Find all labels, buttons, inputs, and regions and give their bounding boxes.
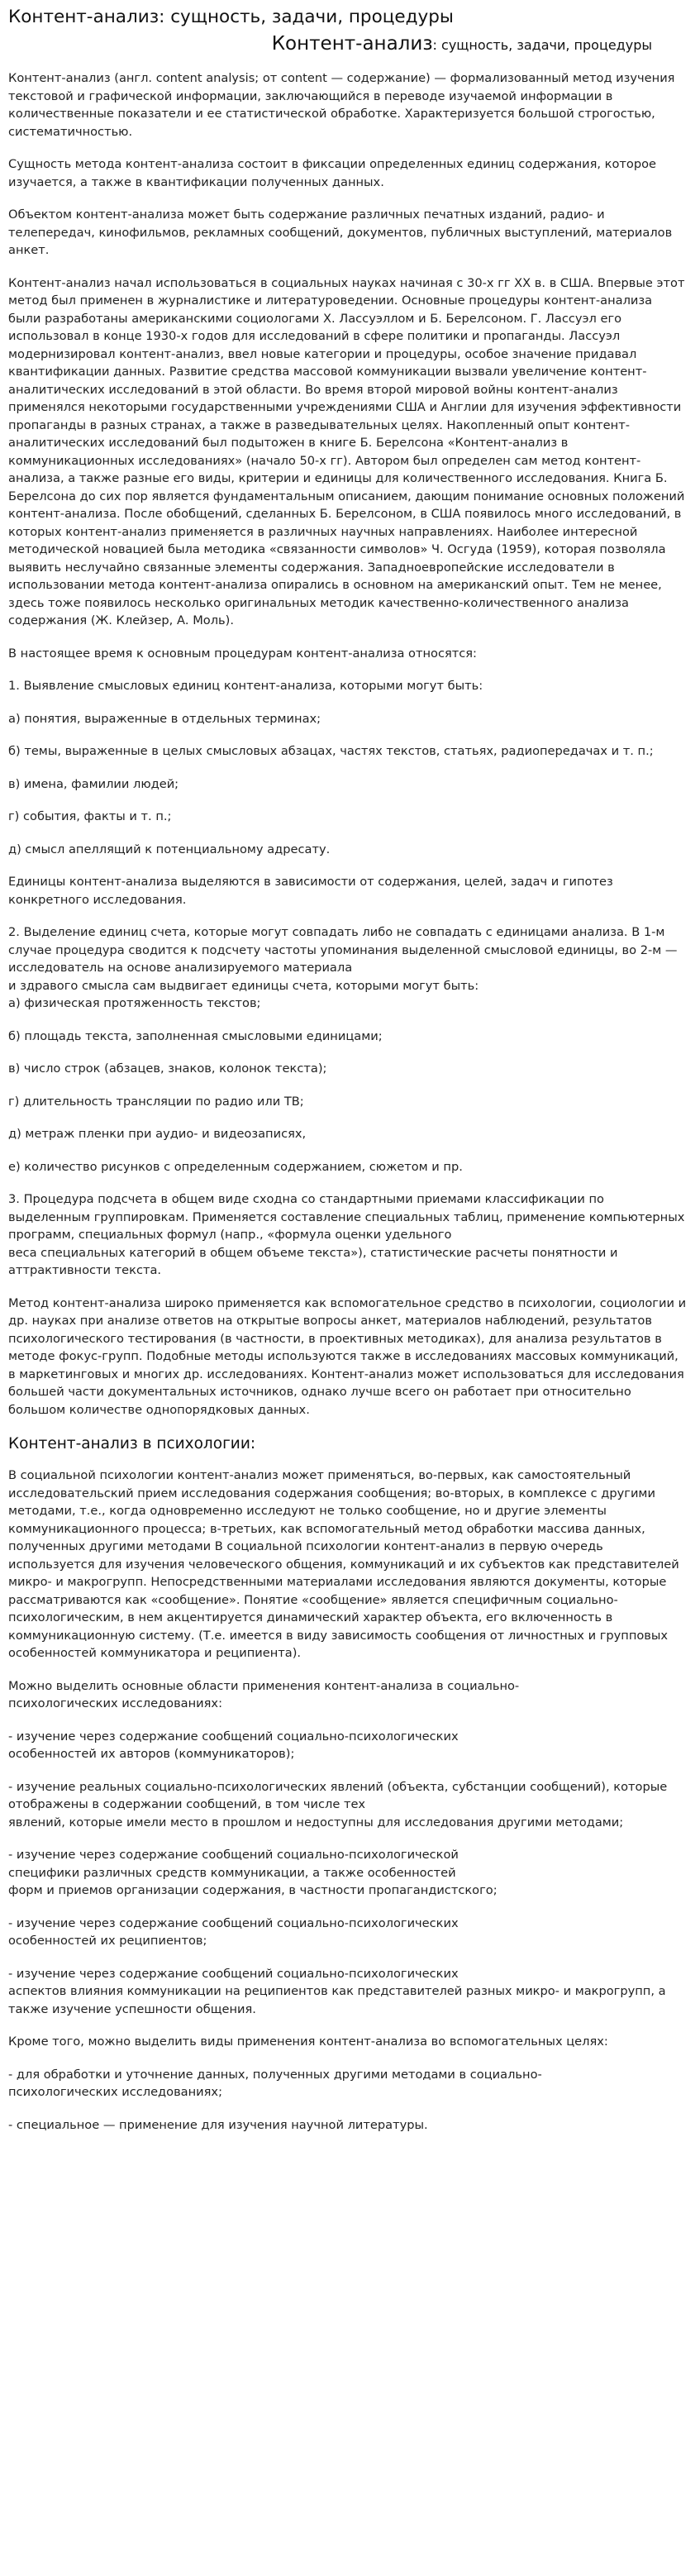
page-title: Контент-анализ: сущность, задачи, процедуры xyxy=(8,7,454,27)
paragraph: 3. Процедура подсчета в общем виде сходна со стандартными приемами классификации по выделенным группировкам. Применяется составление специальных таблиц, применение компьютерных программ, специальных формул (напр., «формула оценки удельного веса специальных категорий в общем объеме текста»), статистические расчеты понятности и аттрактивности текста. xyxy=(8,1192,685,1277)
subheading-large: Контент-анализ xyxy=(271,33,433,55)
list-item: б) площадь текста, заполненная смысловыми единицами; xyxy=(8,1028,383,1043)
list-item: а) понятия, выраженные в отдельных терминах; xyxy=(8,711,321,726)
paragraph: 2. Выделение единиц счета, которые могут совпадать либо не совпадать с единицами анализа. В 1-м случае процедура сводится к подсчету частоты упоминания выделенной смысловой единицы, во 2-м — исследователь на основе анализируемого материала и здравого смысла сам выдвигает единицы счета, которыми могут быть: а) физическая протяженность текстов; xyxy=(8,925,678,1010)
subheading-small: : сущность, задачи, процедуры xyxy=(432,37,652,53)
paragraph: Кроме того, можно выделить виды применения контент-анализа во вспомогательных целях: xyxy=(8,2035,608,2049)
subheading xyxy=(8,31,652,58)
paragraph: Метод контент-анализа широко применяется как вспомогательное средство в психологии, социологии и др. науках при анализе ответов на открытые вопросы анкет, материалов наблюдений, результатов психологического тестирования (в частности, в проективных методиках), для анализа результатов в методе фокус-групп. Подобные методы используются также в исследованиях массовых коммуникаций, в маркетинговых и многих др. исследованиях. Контент-анализ может использоваться для исследования большей части документальных источников, однако лучше всего он работает при относительно большом количестве однопорядковых данных. xyxy=(8,1295,687,1417)
paragraph: В социальной психологии контент-анализ может применяться, во-первых, как самостоятельный исследовательский прием исследования содержания сообщения; во-вторых, в комплексе с другими методами, т.е., когда одновременно исследуют не только сообщение, но и другие элементы коммуникационного процесса; в-третьих, как вспомогательный метод обработки массива данных, полученных другими методами В социальной психологии контент-анализ в первую очередь используется для изучения человеческого общения, коммуникаций и их субъектов как представителей микро- и макрогрупп. Непосредственными материалами исследования являются документы, которые рассматриваются как «сообщение». Понятие «сообщение» является специфичным социально-психологическим, в нем акцентируется динамический характер объекта, его включенность в коммуникационную систему. (Т.е. имеется в виду зависимость сообщения от личностных и групповых особенностей коммуникатора и реципиента). xyxy=(8,1468,679,1660)
paragraph: Сущность метода контент-анализа состоит в фиксации определенных единиц содержания, которое изучается, а также в квантификации полученных данных. xyxy=(8,157,657,189)
list-item: е) количество рисунков с определенным содержанием, сюжетом и пр. xyxy=(8,1159,463,1174)
paragraph: 1. Выявление смысловых единиц контент-анализа, которыми могут быть: xyxy=(8,679,483,693)
list-item: - изучение через содержание сообщений социально-психологической специфики различных средств коммуникации, а также особенностей форм и приемов организации содержания, в частности пропагандистского; xyxy=(8,1848,498,1897)
list-item: б) темы, выраженные в целых смысловых абзацах, частях текстов, статьях, радиопередачах и т. п.; xyxy=(8,744,654,758)
list-item: д) смысл апеллящий к потенциальному адресату. xyxy=(8,842,331,856)
list-item: в) число строк (абзацев, знаков, колонок текста); xyxy=(8,1061,327,1076)
paragraph: В настоящее время к основным процедурам контент-анализа относятся: xyxy=(8,646,477,661)
list-item: - специальное — применение для изучения научной литературы. xyxy=(8,2117,428,2132)
paragraph: Можно выделить основные области применения контент-анализа в социально- психологических исследованиях: xyxy=(8,1678,520,1710)
psychology-section-body xyxy=(8,1467,688,2134)
paragraph: Контент-анализ начал использоваться в социальных науках начиная с 30-х гг XX в. в США. Впервые этот метод был применен в журналистике и литературоведении. Основные процедуры контент-анализа были разработаны американскими социологами X. Лассуэллом и Б. Берелсоном. Г. Лассуэл его использовал в конце 1930-х годов для исследований в сфере политики и пропаганды. Лассуэл модернизировал контент-анализ, ввел новые категории и процедуры, особое значение придавал квантификации данных. Развитие средства массовой коммуникации вызвали увеличение контент-аналитических исследований в этой области. Во время второй мировой войны контент-анализ применялся некоторыми государственными учреждениями США и Англии для изучения эффективности пропаганды в разных странах, а также в разведывательных целях. Накопленный опыт контент-аналитических исследований был подытожен в книге Б. Берелсона «Контент-анализ в коммуникационных исследованиях» (начало 50-х гг). Автором был определен сам метод контент-анализа, а также разные его виды, критерии и единицы для количественного исследования. Книга Б. Берелсона до сих пор является фундаментальным описанием, дающим понимание основных положений контент-анализа. После обобщений, сделанных Б. Берелсоном, в США появилось много исследований, в которых контент-анализ применяется в различных научных направлениях. Наиболее интересной методической новацией была методика «связанности символов» Ч. Осгуда (1959), которая позволяла выявить неслучайно связанные элементы содержания. Западноевропейские исследователи в использовании метода контент-анализа опирались в основном на американский опыт. Тем не менее, здесь тоже появилось несколько оригинальных методик качественно-количественного анализа содержания (Ж. Клейзер, А. Моль). xyxy=(8,275,685,627)
list-item: - изучение реальных социально-психологических явлений (объекта, субстанции сообщений), которые отображены в содержании сообщений, в том числе тех явлений, которые имели место в прошлом и недоступны для исследования другими методами; xyxy=(8,1779,668,1829)
list-item: - изучение через содержание сообщений социально-психологических особенностей их авторов (коммуникаторов); xyxy=(8,1729,459,1761)
paragraph: Единицы контент-анализа выделяются в зависимости от содержания, целей, задач и гипотез конкретного исследования. xyxy=(8,875,613,907)
list-item: - изучение через содержание сообщений социально-психологических особенностей их реципиентов; xyxy=(8,1915,459,1948)
section-title: Контент-анализ в психологии: xyxy=(8,1435,256,1453)
list-item: - для обработки и уточнение данных, полученных другими методами в социально- психологических исследованиях; xyxy=(8,2067,542,2099)
paragraph: Контент-анализ (англ. content analysis; от content — содержание) — формализованный метод изучения текстовой и графической информации, заключающийся в переводе изучаемой информации в количественные показатели и ее статистической обработке. Характеризуется большой строгостью, систематичностью. xyxy=(8,71,675,139)
list-item: г) длительность трансляции по радио или ТВ; xyxy=(8,1094,304,1109)
list-item: д) метраж пленки при аудио- и видеозаписях, xyxy=(8,1127,307,1141)
list-item: - изучение через содержание сообщений социально-психологических аспектов влияния коммуникации на реципиентов как представителей разных микро- и макрогрупп, а также изучение успешности общения. xyxy=(8,1966,666,2016)
list-item: в) имена, фамилии людей; xyxy=(8,776,179,791)
article-body xyxy=(8,69,688,1419)
paragraph: Объектом контент-анализа может быть содержание различных печатных изданий, радио- и телепередач, кинофильмов, рекламных сообщений, документов, публичных выступлений, материалов анкет. xyxy=(8,208,673,257)
list-item: г) события, факты и т. п.; xyxy=(8,809,172,823)
